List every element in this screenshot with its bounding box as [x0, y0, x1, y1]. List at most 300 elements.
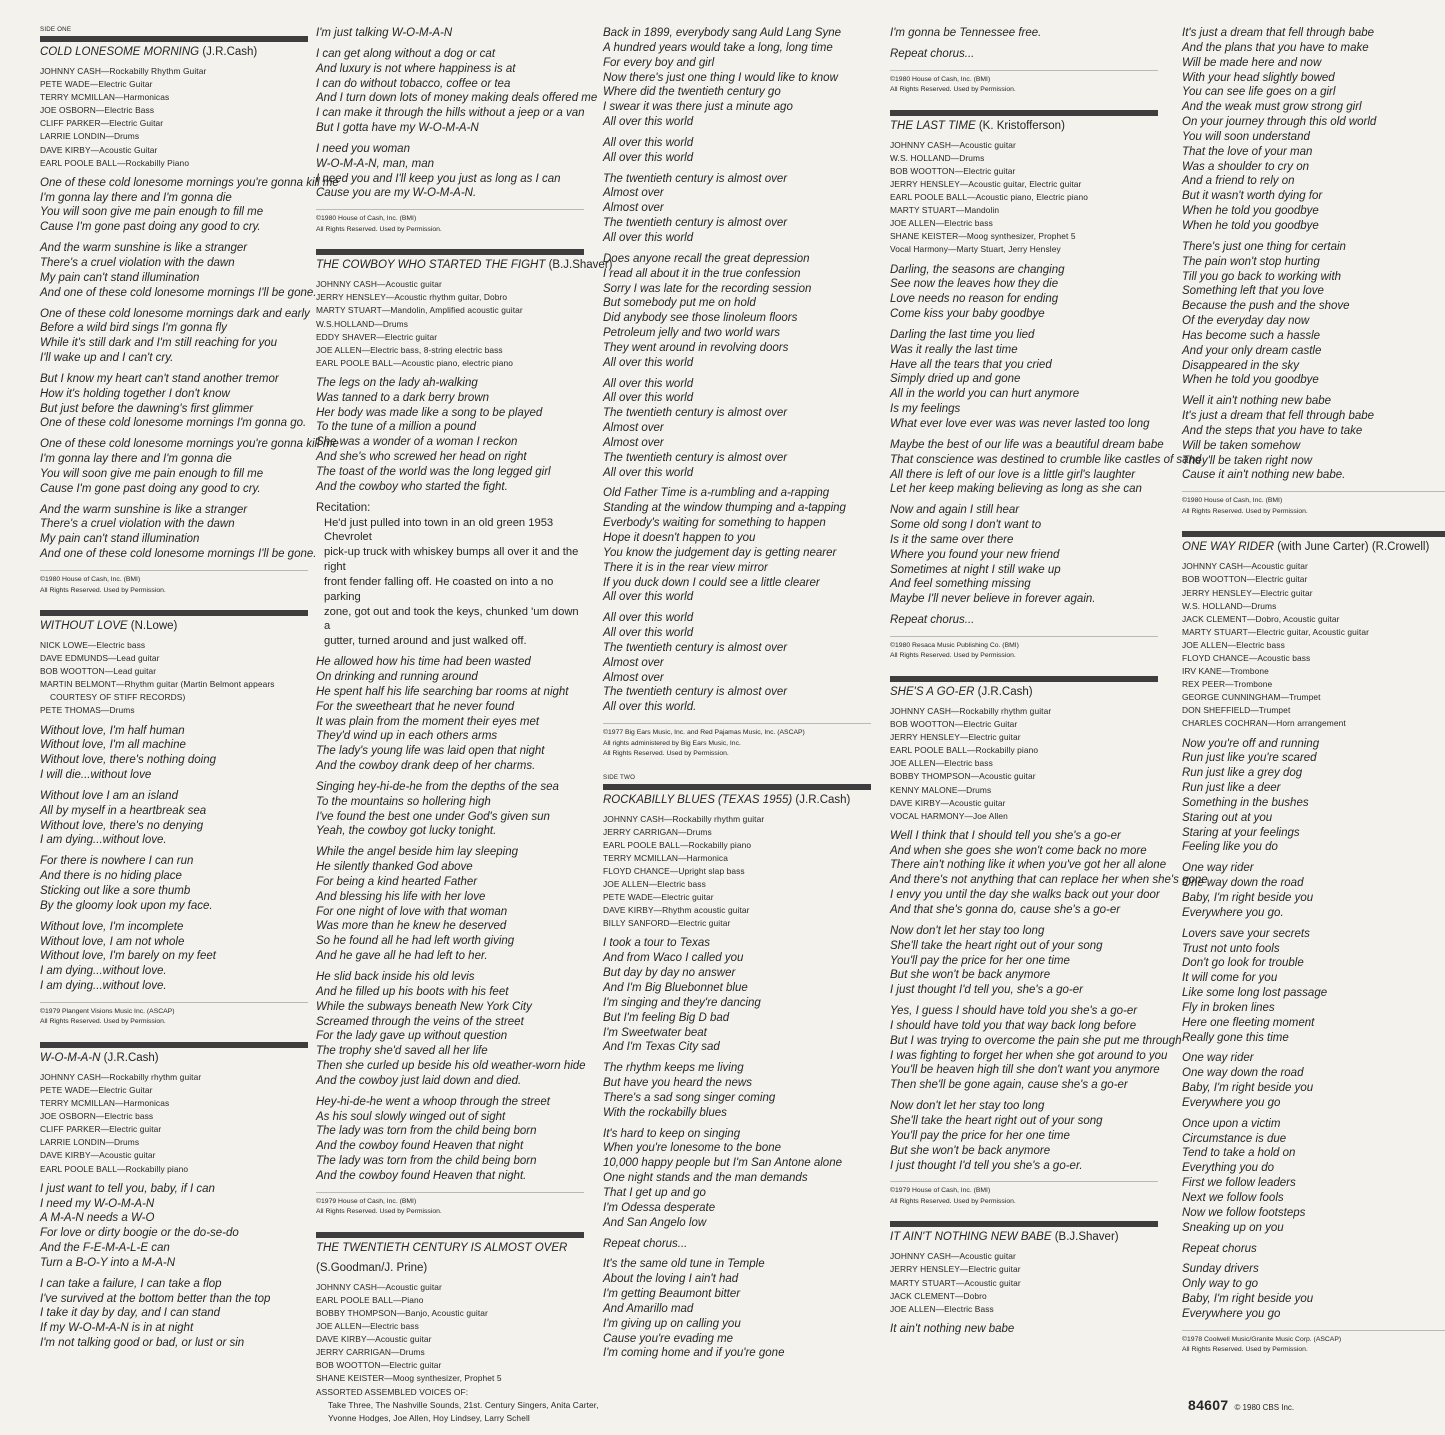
lyric-line: While the angel beside him lay sleeping — [316, 846, 519, 859]
lyric-line: That the love of your man — [1182, 145, 1313, 158]
copyright-line: All rights administered by Big Ears Music, Inc. — [603, 739, 741, 747]
lyric-line: All over this world — [603, 377, 694, 390]
musician-credits — [890, 705, 1158, 823]
credit-name: DAVE EDMUNDS — [40, 653, 109, 664]
lyric-line: Now you're off and running — [1182, 737, 1320, 750]
credit-role: Electric bass — [1236, 639, 1285, 650]
credit-line: MARTY STUART—Electric guitar, Acoustic guitar — [1182, 626, 1369, 637]
credit-line: PETE WADE—Electric Guitar — [40, 79, 153, 90]
credit-role: Electric Guitar — [98, 1085, 153, 1095]
credit-line: JOE ALLEN—Electric bass — [1182, 639, 1285, 650]
lyric-line: All there is left of our love is a little girl's laughter — [890, 468, 1136, 481]
credit-name: TERRY MCMILLAN — [40, 1098, 116, 1109]
lyric-line: Was a shoulder to cry on — [1182, 160, 1309, 173]
lyric-line: On your journey through this old world — [1182, 116, 1377, 129]
lyric-line: It's hard to keep on singing — [603, 1127, 741, 1140]
copyright-line: All Rights Reserved. Used by Permission. — [603, 750, 729, 758]
lyric-line: And the cowboy found Heaven that night — [316, 1140, 524, 1153]
stanza — [316, 1095, 584, 1184]
lyric-line: Baby, I'm right beside you — [1182, 891, 1314, 904]
lyric-line: And I'm Texas City sad — [603, 1041, 720, 1054]
lyric-line: My pain can't stand illumination — [40, 533, 200, 546]
lyric-line: Where you found your new friend — [890, 548, 1060, 561]
lyric-line: Hope it doesn't happen to you — [603, 532, 756, 544]
lyric-line: And that she's gonna do, cause she's a go-er — [890, 904, 1121, 916]
recitation-label: Recitation: — [316, 501, 371, 514]
lyric-line: But it wasn't worth dying for — [1182, 190, 1323, 203]
credit-name: JACK CLEMENT — [890, 1290, 955, 1301]
lyric-line: Is my feelings — [890, 403, 961, 416]
credit-line — [316, 1386, 584, 1399]
credit-name: JERRY CARRIGAN — [603, 826, 679, 837]
credit-role: Rockabilly Piano — [125, 157, 190, 168]
credit-line: BOB WOOTTON—Electric guitar — [316, 1360, 442, 1371]
credit-line: JOE OSBORN—Electric bass — [40, 1111, 154, 1122]
footer-copyright: © 1980 CBS Inc. — [1234, 1403, 1295, 1412]
recitation-line: front fender falling off. He coasted on into a no parking — [324, 575, 554, 603]
lyric-line: There's a sad song singer coming — [603, 1091, 776, 1104]
stanza — [1182, 927, 1445, 1046]
side-label: SIDE ONE — [40, 26, 72, 33]
musician-credits — [40, 1071, 308, 1176]
credit-name: JOHNNY CASH — [890, 139, 951, 150]
credit-line: JOHNNY CASH—Acoustic guitar — [316, 279, 442, 290]
lyric-line: Without love, there's no denying — [40, 819, 204, 832]
lyric-line: Only way to go — [1182, 1278, 1259, 1291]
lyric-line: All over this world — [603, 466, 694, 479]
credit-line: FLOYD CHANCE—Acoustic bass — [1182, 652, 1311, 663]
lyric-line: The lady was torn from the child being born — [316, 1125, 537, 1138]
lyric-line: Sunday drivers — [1182, 1263, 1259, 1276]
stanza — [603, 1127, 871, 1231]
credit-line: JERRY HENSLEY—Acoustic rhythm guitar, Dobro — [316, 292, 508, 303]
copyright-notice — [603, 723, 871, 760]
lyric-line: You'll pay the price for her one time — [890, 954, 1070, 967]
credit-name: PETE THOMAS — [40, 705, 101, 716]
lyric-line: For one night of love with that woman — [316, 905, 508, 918]
lyric-line: A hundred years would take a long, long time — [603, 41, 833, 54]
credit-line: TERRY MCMILLAN—Harmonica — [603, 852, 728, 863]
credit-line: JOHNNY CASH—Acoustic guitar — [1182, 561, 1308, 572]
credit-role: Joe Allen — [973, 810, 1008, 821]
credit-line: FLOYD CHANCE—Upright slap bass — [603, 866, 745, 876]
credit-name: JOE ALLEN — [890, 758, 936, 769]
stanza — [40, 503, 317, 562]
credit-name: CLIFF PARKER — [40, 1124, 101, 1135]
stanza — [40, 724, 308, 783]
copyright-line: ©1979 Plangent Visions Music Inc. (ASCAP) — [40, 1007, 175, 1015]
lyric-line: Everywhere you go — [1182, 1307, 1281, 1320]
credit-role: Electric bass — [944, 758, 993, 769]
lyric-line: All by myself in a heartbreak sea — [40, 804, 207, 817]
lyric-line: Almost over — [603, 656, 664, 669]
credit-name: JOHNNY CASH — [1182, 561, 1243, 572]
lyric-line: And feel something missing — [890, 578, 1031, 591]
lyric-line: I envy you until the day she walks back out your door — [890, 889, 1160, 902]
song-without-love — [40, 610, 308, 1028]
credit-role: Piano — [401, 1294, 424, 1305]
credit-role: Drums — [382, 318, 408, 329]
lyric-line: And the warm sunshine is like a stranger — [40, 503, 248, 516]
column-2 — [316, 26, 613, 1435]
lyric-line: Almost over — [603, 436, 664, 449]
credit-name: BOB WOOTTON — [1182, 574, 1247, 585]
song-title-text: IT AIN'T NOTHING NEW BABE — [890, 1231, 1052, 1244]
credit-line: CLIFF PARKER—Electric Guitar — [40, 118, 164, 129]
lyric-line: Feeling like you do — [1182, 841, 1278, 854]
lyric-line: Run just like a grey dog — [1182, 767, 1303, 780]
credit-line: JOE OSBORN—Electric Bass — [40, 105, 155, 116]
credit-role: Trumpet — [1288, 692, 1321, 703]
lyric-line: And the cowboy just laid down and died. — [316, 1074, 522, 1087]
lyric-line: It will come for you — [1182, 972, 1278, 985]
lyric-line: With the rockabilly blues — [603, 1106, 727, 1119]
credit-name: REX PEER — [1182, 679, 1226, 690]
lyric-line: One of these cold lonesome mornings you're gonna kill me — [40, 438, 339, 451]
copyright-line: ©1978 Coolwell Music/Granite Music Corp. (ASCAP) — [1182, 1335, 1342, 1343]
lyric-line: I'm singing and they're dancing — [603, 996, 761, 1009]
credit-role: Upright slap bass — [678, 866, 745, 876]
lyric-line: Well I think that I should tell you she's a go-er — [890, 829, 1121, 842]
lyric-line: I should have told you that way back long before — [890, 1019, 1137, 1032]
lyric-line: Without love I am an island — [40, 789, 178, 802]
lyric-line: I read all about it in the true confession — [603, 267, 801, 280]
lyric-line: But I'm feeling Big D bad — [603, 1011, 730, 1024]
credit-role: Acoustic guitar, Electric guitar — [968, 178, 1082, 189]
section-bar — [890, 110, 1158, 116]
credit-role: Yvonne Hodges, Joe Allen, Hoy Lindsey, Larry Schell — [328, 1412, 530, 1423]
credit-role: Harmonica — [686, 852, 728, 863]
credit-name: JOHNNY CASH — [40, 66, 101, 76]
credit-role: Banjo, Acoustic guitar — [405, 1308, 488, 1318]
credit-role: Electric guitar — [384, 331, 438, 342]
song-title — [1182, 540, 1445, 554]
lyric-line: I just thought I'd tell you she's a go-er. — [890, 1159, 1083, 1172]
credit-role: Drums — [114, 1137, 140, 1148]
lyric-line: I'm not talking good or bad, or lust or sin — [40, 1337, 245, 1350]
song-continuation — [316, 26, 598, 235]
lyric-line: Her body was made like a song to be played — [316, 406, 543, 419]
copyright-line: All Rights Reserved. Used by Permission. — [890, 652, 1016, 660]
lyric-line: And there is no hiding place — [40, 870, 182, 883]
lyric-line: Once upon a victim — [1182, 1117, 1281, 1130]
musician-credits — [1182, 560, 1445, 730]
credit-line: KENNY MALONE—Drums — [890, 784, 992, 795]
lyric-line: You will soon understand — [1182, 130, 1310, 143]
lyric-line: One way down the road — [1182, 1067, 1304, 1080]
lyric-line: Back in 1899, everybody sang Auld Lang Syne — [603, 27, 842, 39]
lyric-line: So he found all he had left worth giving — [316, 935, 515, 948]
credit-role: Rockabilly rhythm guitar — [672, 813, 765, 824]
credit-line: JOHNNY CASH—Acoustic guitar — [890, 139, 1016, 150]
lyric-line: The toast of the world was the long legged girl — [316, 466, 551, 478]
lyric-line: Maybe I'll never believe in forever again. — [890, 593, 1096, 606]
song-title-text: ROCKABILLY BLUES (TEXAS 1955) — [603, 793, 793, 806]
credit-name: FLOYD CHANCE — [603, 866, 670, 876]
lyric-line: I'm getting Beaumont bitter — [603, 1288, 741, 1301]
credit-name: EARL POOLE BALL — [603, 839, 681, 850]
lyric-line: Trust not unto fools — [1182, 942, 1280, 955]
lyric-line: Without love, I'm barely on my feet — [40, 950, 216, 963]
copyright-line: All Rights Reserved. Used by Permission. — [316, 1208, 442, 1216]
lyric-line: All over this world — [603, 136, 694, 149]
song-title-text: THE TWENTIETH CENTURY IS ALMOST OVER — [316, 1241, 568, 1254]
credit-name: EARL POOLE BALL — [890, 192, 968, 203]
credit-role: Trombone — [1233, 679, 1273, 690]
stanza — [890, 1322, 1158, 1337]
lyric-line: And one of these cold lonesome mornings I'll be gone. — [40, 286, 317, 299]
credit-name: TERRY MCMILLAN — [40, 92, 116, 103]
copyright-notice — [316, 209, 584, 235]
credit-role: Lead guitar — [113, 666, 157, 677]
credit-line: LARRIE LONDIN—Drums — [40, 1137, 140, 1148]
lyric-line: But just before the dawning's first glimmer — [40, 402, 254, 415]
lyric-line: All in the world you can hurt anymore — [890, 388, 1080, 401]
lyric-line: For being a kind hearted Father — [316, 875, 478, 888]
copyright-line: ©1979 House of Cash, Inc. (BMI) — [316, 1197, 417, 1205]
lyric-line: One way down the road — [1182, 877, 1304, 890]
credit-name: BOBBY THOMPSON — [316, 1308, 397, 1318]
lyric-line: With your head slightly bowed — [1182, 71, 1335, 84]
stanza — [1182, 240, 1445, 388]
credit-name: DAVE KIRBY — [40, 144, 91, 155]
lyric-line: He spent half his life searching bar rooms at night — [316, 685, 569, 698]
song-author: (K. Kristofferson) — [978, 119, 1065, 132]
lyric-line: Baby, I'm right beside you — [1182, 1082, 1314, 1095]
credit-name: JOE ALLEN — [890, 1303, 936, 1314]
lyric-line: Hey-hi-de-he went a whoop through the street — [316, 1095, 550, 1108]
lyric-line: Sometimes at night I still wake up — [890, 563, 1061, 576]
lyric-line: But day by day no answer — [603, 967, 736, 980]
credit-name: DAVE KIRBY — [890, 797, 941, 808]
credit-line: Vocal Harmony—Marty Stuart, Jerry Hensley — [890, 244, 1061, 255]
credit-name: MARTY STUART — [316, 305, 382, 316]
lyric-line: Where did the twentieth century go — [603, 86, 781, 99]
stanza — [40, 789, 308, 848]
credit-line: BOB WOOTTON—Electric guitar — [890, 165, 1016, 176]
credit-name: JERRY HENSLEY — [890, 178, 960, 189]
lyric-line: She'll take the heart right out of your song — [890, 939, 1103, 952]
copyright-line: All Rights Reserved. Used by Permission. — [890, 1197, 1016, 1205]
lyric-line: Repeat chorus... — [603, 1237, 688, 1250]
credit-role: Mandolin, Amplified acoustic guitar — [390, 305, 523, 316]
lyric-line: I'm giving up on calling you — [603, 1317, 741, 1330]
lyric-line: And blessing his life with her love — [316, 890, 486, 903]
stanza — [603, 486, 871, 605]
credit-name: JOE ALLEN — [316, 344, 362, 355]
lyric-line: I am dying...without love. — [40, 965, 167, 978]
section-bar — [890, 1221, 1158, 1227]
lyric-line: Fly in broken lines — [1182, 1001, 1275, 1014]
musician-credits — [316, 278, 584, 370]
lyric-line: And I turn down lots of money making deals offered me — [316, 92, 598, 105]
lyric-line: And he gave all he had left to her. — [316, 950, 488, 963]
lyric-line: Now don't let her stay too long — [890, 1100, 1045, 1113]
credit-line: MARTY STUART—Acoustic guitar — [890, 1277, 1021, 1288]
credit-name: DAVE KIRBY — [603, 905, 654, 916]
credit-name: JOHNNY CASH — [890, 705, 951, 716]
credit-role: Mandolin — [964, 205, 1000, 216]
credit-name: JOE ALLEN — [603, 879, 649, 890]
stanza — [40, 241, 317, 300]
lyric-line: Don't go look for trouble — [1182, 957, 1304, 970]
lyric-line: When you're lonesome to the bone — [603, 1142, 782, 1155]
credit-line: IRV KANE—Trombone — [1182, 666, 1269, 677]
lyric-line: Does anyone recall the great depression — [603, 252, 810, 265]
credit-line: JERRY HENSLEY—Electric guitar — [890, 732, 1021, 743]
credit-name: MARTY STUART — [890, 205, 956, 216]
lyric-line: I need you and I'll keep you just as long as I can — [316, 172, 561, 185]
lyric-line: While it's still dark and I'm still reaching for you — [40, 337, 278, 350]
credit-line: JOE ALLEN—Electric Bass — [890, 1303, 994, 1314]
lyric-line: About the loving I ain't had — [603, 1273, 739, 1286]
lyric-line: Without love, I'm half human — [40, 724, 185, 737]
stanza — [40, 920, 308, 994]
credit-line — [40, 691, 308, 704]
lyric-line: Lovers save your secrets — [1182, 927, 1310, 940]
credit-line: SHANE KEISTER—Moog synthesizer, Prophet 5 — [316, 1373, 502, 1384]
lyric-line: W-O-M-A-N, man, man — [316, 157, 434, 170]
credit-role: Electric guitar — [661, 892, 714, 903]
copyright-notice — [1182, 1330, 1445, 1356]
lyric-line: Will be made here and now — [1182, 56, 1322, 69]
lyric-line: The lady was torn from the child being born — [316, 1155, 537, 1168]
stanza — [40, 854, 308, 913]
credit-role: Rhythm guitar (Martin Belmont appears — [124, 679, 275, 690]
lyric-line: I will die...without love — [40, 769, 152, 782]
lyric-line: Was it really the last time — [890, 343, 1018, 356]
credit-line: JACK CLEMENT—Dobro — [890, 1290, 987, 1301]
lyric-line: I'm Odessa desperate — [603, 1201, 716, 1214]
credit-role: Electric Bass — [944, 1303, 994, 1314]
stanza — [890, 328, 1158, 432]
stanza — [890, 26, 1158, 41]
credit-line: LARRIE LONDIN—Drums — [40, 131, 140, 142]
credit-name: PETE WADE — [40, 1085, 90, 1095]
lyric-line: When he told you goodbye — [1182, 205, 1319, 218]
lyric-line: They'd wind up in each others arms — [316, 730, 498, 743]
credit-name: DAVE KIRBY — [316, 1334, 367, 1345]
lyric-line: Sticking out like a sore thumb — [40, 885, 191, 897]
copyright-line: ©1980 House of Cash, Inc. (BMI) — [40, 576, 141, 583]
lyric-line: First we follow leaders — [1182, 1177, 1296, 1190]
song-title — [40, 1051, 308, 1065]
credit-role: Electric bass — [104, 1111, 154, 1122]
credit-role: Drums — [399, 1347, 425, 1358]
credit-role: Electric guitar — [968, 732, 1021, 743]
credit-line: JACK CLEMENT—Dobro, Acoustic guitar — [1182, 613, 1340, 624]
lyric-line: Almost over — [603, 422, 664, 435]
lyric-line: The twentieth century is almost over — [603, 172, 788, 185]
section-bar — [316, 1232, 584, 1238]
song-title — [603, 793, 871, 807]
lyric-line: The trophy she'd saved all her life — [316, 1045, 488, 1058]
lyric-line: Turn a B-O-Y into a M-A-N — [40, 1256, 176, 1269]
lyric-line: Disappeared in the sky — [1182, 359, 1299, 372]
credit-line: EARL POOLE BALL—Acoustic piano, electric piano — [316, 357, 514, 368]
credit-name: PETE WADE — [603, 892, 653, 903]
lyric-line: You will soon give me pain enough to fill me — [40, 467, 264, 480]
column-5 — [1182, 26, 1445, 1370]
lyric-line: I just want to tell you, baby, if I can — [40, 1182, 215, 1195]
song-continuation — [890, 26, 1158, 96]
credit-name: PETE WADE — [40, 79, 90, 90]
credit-role: Dobro, Acoustic guitar — [1255, 613, 1340, 624]
lyric-line: He slid back inside his old levis — [316, 971, 475, 983]
song-the-twentieth-century-is-almost-over — [316, 1232, 599, 1425]
credit-role: Acoustic guitar — [1251, 561, 1308, 572]
lyric-line: And Amarillo mad — [603, 1302, 694, 1315]
credit-role: Acoustic guitar — [99, 1150, 156, 1161]
stanza — [1182, 394, 1445, 483]
credit-name: FLOYD CHANCE — [1182, 652, 1249, 663]
lyric-line: I need you woman — [316, 142, 410, 155]
lyric-line: Let her keep making believing as long as she can — [890, 483, 1142, 496]
credit-role: Acoustic Guitar — [99, 144, 158, 155]
credit-line: DAVE KIRBY—Acoustic Guitar — [40, 144, 158, 155]
musician-credits — [40, 65, 308, 170]
credit-line: DAVE KIRBY—Acoustic guitar — [316, 1334, 432, 1345]
lyric-line: All over this world — [603, 392, 694, 405]
lyric-line: Everywhere you go. — [1182, 906, 1284, 919]
section-bar — [890, 676, 1158, 682]
credit-name: JOE ALLEN — [890, 218, 936, 229]
lyric-line: Love needs no reason for ending — [890, 293, 1059, 306]
song-author-line — [316, 1261, 584, 1275]
stanza — [890, 829, 1208, 918]
credit-name: JOHNNY CASH — [603, 813, 664, 824]
stanza — [40, 372, 308, 431]
credit-role: Rhythm acoustic guitar — [662, 905, 750, 916]
credit-name: MARTY STUART — [890, 1277, 956, 1288]
lyric-line: You'll be heaven high till she don't want you anymore — [890, 1064, 1160, 1077]
credit-name: BOB WOOTTON — [890, 719, 955, 730]
lyric-line: You know the judgement day is getting nearer — [603, 546, 837, 559]
lyric-line: It's the same old tune in Temple — [603, 1258, 765, 1271]
credit-role: Drums — [109, 705, 135, 716]
lyric-line: To the mountains so hollering high — [316, 795, 491, 808]
stanza — [40, 1182, 308, 1271]
lyric-line: It's just a dream that fell through babe — [1182, 27, 1375, 39]
lyric-line: The twentieth century is almost over — [603, 641, 788, 654]
lyric-line: Standing at the window thumping and a-tapping — [603, 502, 846, 515]
lyric-line: There's a cruel violation with the dawn — [40, 256, 235, 269]
credit-line: TERRY MCMILLAN—Harmonicas — [40, 1098, 170, 1109]
credit-line: CLIFF PARKER—Electric guitar — [40, 1124, 162, 1135]
credit-role: Acoustic guitar — [385, 279, 442, 290]
song-author: (N.Lowe) — [130, 620, 178, 632]
song-author: (B.J.Shaver) — [1054, 1231, 1119, 1244]
credit-line: JOHNNY CASH—Acoustic guitar — [890, 1251, 1016, 1262]
stanza — [890, 1004, 1182, 1093]
credit-line: PETE THOMAS—Drums — [40, 705, 135, 716]
credit-name: JERRY HENSLEY — [890, 1264, 960, 1275]
lyric-line: Without love, I'm all machine — [40, 739, 186, 752]
credit-role: Drums — [966, 784, 992, 795]
lyric-line: For there is nowhere I can run — [40, 855, 194, 868]
lyric-line: Yes, I guess I should have told you she's a go-er — [890, 1005, 1138, 1018]
lyric-line: I took a tour to Texas — [603, 937, 710, 950]
lyric-line: All over this world — [603, 591, 694, 604]
credit-name: JERRY HENSLEY — [1182, 587, 1252, 598]
stanza — [603, 1061, 871, 1120]
credit-role: Acoustic guitar — [385, 1281, 442, 1292]
song-title-text: WITHOUT LOVE — [40, 620, 128, 632]
lyric-line: All over this world — [603, 151, 694, 164]
lyric-line: All over this world — [603, 231, 694, 244]
song-title-text: ONE WAY RIDER — [1182, 541, 1275, 554]
section-bar — [40, 36, 308, 42]
